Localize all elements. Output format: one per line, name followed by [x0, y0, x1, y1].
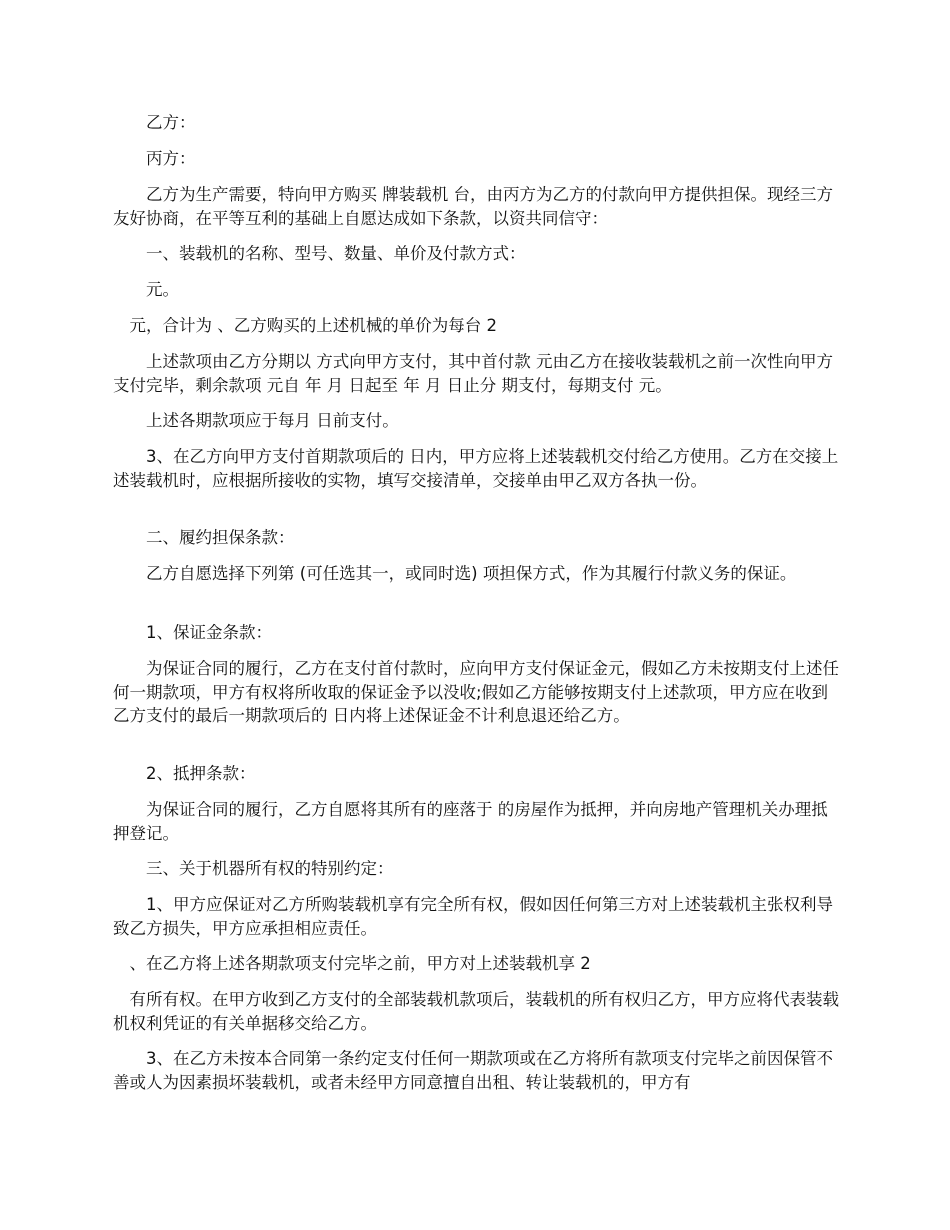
- clause-heading-deposit: 1、保证金条款：: [113, 623, 272, 642]
- section-heading-1: 一、装载机的名称、型号、数量、单价及付款方式：: [113, 244, 526, 263]
- paragraph-ownership-1: 1、甲方应保证对乙方所购装载机享有完全所有权，假如因任何第三方对上述装载机主张权利导致乙方损失，甲方应承担相应责任。: [113, 895, 833, 938]
- clause-heading-mortgage: 2、抵押条款：: [113, 764, 256, 783]
- paragraph-ownership-2: 、在乙方将上述各期款项支付完毕之前，甲方对上述装载机享 2: [113, 954, 591, 973]
- section-heading-3: 三、关于机器所有权的特别约定：: [113, 859, 394, 878]
- paragraph-yuan: 元。: [113, 280, 179, 299]
- paragraph-guarantee-choice: 乙方自愿选择下列第 (可任选其一，或同时选) 项担保方式，作为其履行付款义务的保证。: [113, 564, 797, 583]
- paragraph-purchase-intro: 乙方为生产需要，特向甲方购买 牌装载机 台，由丙方为乙方的付款向甲方提供担保。现经三方友好协商，在平等互利的基础上自愿达成如下条款，以资共同信守：: [113, 185, 833, 228]
- paragraph-party-c: 丙方：: [113, 149, 196, 168]
- paragraph-ownership-3: 3、在乙方未按本合同第一条约定支付任何一期款项或在乙方将所有款项支付完毕之前因保管不善或人为因素损坏装载机，或者未经甲方同意擅自出租、转让装载机的，甲方有: [113, 1049, 833, 1092]
- section-heading-2: 二、履约担保条款：: [113, 528, 295, 547]
- paragraph-delivery: 3、在乙方向甲方支付首期款项后的 日内，甲方应将上述装载机交付给乙方使用。乙方在交接上述装载机时，应根据所接收的实物，填写交接清单，交接单由甲乙双方各执一份。: [113, 447, 839, 490]
- paragraph-ownership-transfer: 有所有权。在甲方收到乙方支付的全部装载机款项后，装载机的所有权归乙方，甲方应将代表装载机权利凭证的有关单据移交给乙方。: [113, 990, 839, 1033]
- paragraph-deposit: 为保证合同的履行，乙方在支付首付款时，应向甲方支付保证金元，假如乙方未按期支付上述任何一期款项，甲方有权将所收取的保证金予以没收;假如乙方能够按期支付上述款项，甲方应在收到乙方支付的最后一期款项后的 日内将上述保证金不计利息退还给乙方。: [113, 659, 839, 725]
- paragraph-installment: 上述款项由乙方分期以 方式向甲方支付，其中首付款 元由乙方在接收装载机之前一次性向甲方支付完毕，剩余款项 元自 年 月 日起至 年 月 日止分 期支付，每期支付 元。: [113, 352, 833, 395]
- paragraph-party-b: 乙方：: [113, 113, 196, 132]
- paragraph-unit-price: 元，合计为 、乙方购买的上述机械的单价为每台 2: [113, 316, 497, 335]
- paragraph-monthly-due: 上述各期款项应于每月 日前支付。: [113, 411, 399, 430]
- paragraph-mortgage: 为保证合同的履行，乙方自愿将其所有的座落于 的房屋作为抵押，并向房地产管理机关办理抵押登记。: [113, 800, 828, 843]
